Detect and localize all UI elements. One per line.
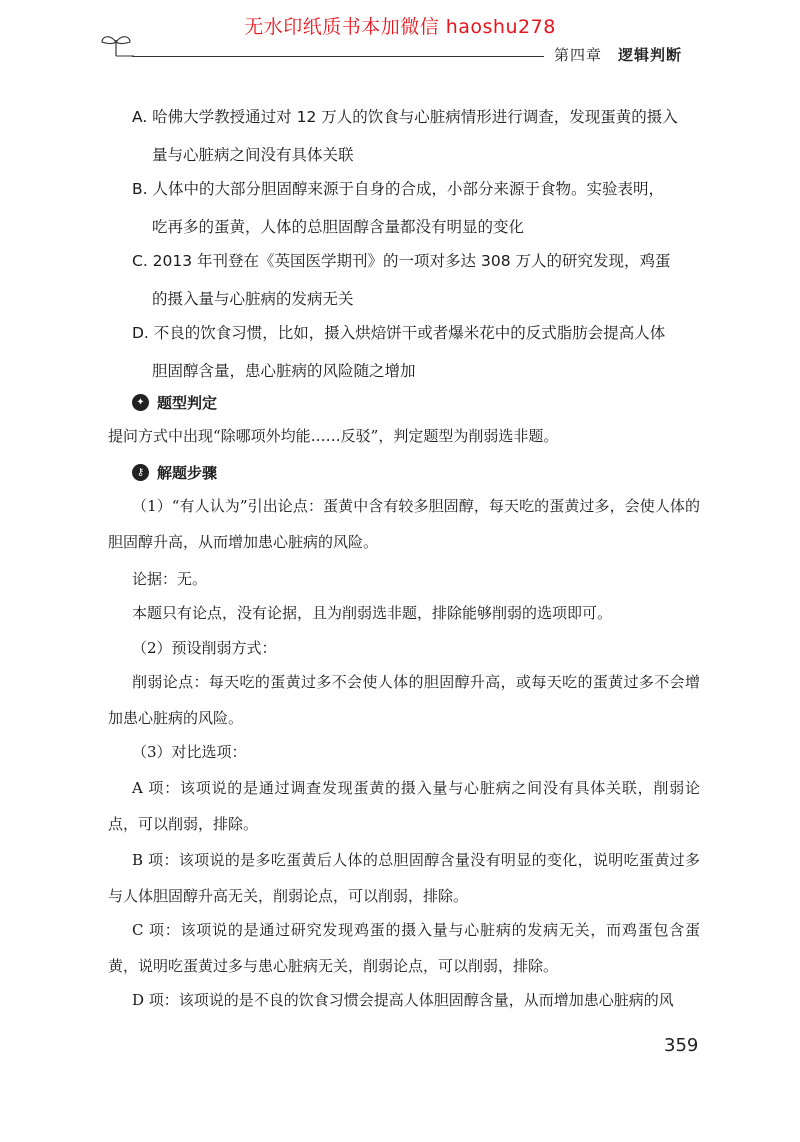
option-line: B. 人体中的大部分胆固醇来源于自身的合成，小部分来源于食物。实验表明， xyxy=(132,180,664,198)
option-line: C. 2013 年刊登在《英国医学期刊》的一项对多达 308 万人的研究发现，鸡蛋 xyxy=(132,252,671,270)
section-title: 题型判定 xyxy=(157,394,218,412)
header-rule xyxy=(132,56,544,57)
chapter-number: 第四章 xyxy=(554,46,603,64)
sprout-icon xyxy=(98,32,134,58)
page-number: 359 xyxy=(664,1035,699,1056)
chapter-heading xyxy=(554,44,682,65)
paragraph: 提问方式中出现“除哪项外均能……反驳”，判定题型为削弱选非题。 xyxy=(108,427,559,445)
paragraph: A 项：该项说的是通过调查发现蛋黄的摄入量与心脏病之间没有具体关联，削弱论点，可以削弱，排除。 xyxy=(108,779,700,833)
paragraph: 削弱论点：每天吃的蛋黄过多不会使人体的胆固醇升高，或每天吃的蛋黄过多不会增加患心脏病的风险。 xyxy=(108,673,700,727)
paragraph: D 项：该项说的是不良的饮食习惯会提高人体胆固醇含量，从而增加患心脏病的风 xyxy=(132,991,674,1009)
paragraph: B 项：该项说的是多吃蛋黄后人体的总胆固醇含量没有明显的变化，说明吃蛋黄过多与人体胆固醇升高无关，削弱论点，可以削弱，排除。 xyxy=(108,851,700,905)
lightbulb-icon: ✦ xyxy=(132,394,149,411)
chapter-title: 逻辑判断 xyxy=(618,46,683,64)
option-d xyxy=(132,314,702,390)
option-line: 胆固醇含量，患心脏病的风险随之增加 xyxy=(152,362,416,380)
watermark-text: 无水印纸质书本加微信 haoshu278 xyxy=(244,16,556,38)
option-line: A. 哈佛大学教授通过对 12 万人的饮食与心脏病情形进行调查，发现蛋黄的摄入 xyxy=(132,108,678,126)
option-line: D. 不良的饮食习惯，比如，摄入烘焙饼干或者爆米花中的反式脂肪会提高人体 xyxy=(132,324,666,342)
option-line: 的摄入量与心脏病的发病无关 xyxy=(152,290,354,308)
option-line: 吃再多的蛋黄，人体的总胆固醇含量都没有明显的变化 xyxy=(152,218,525,236)
section-title: 解题步骤 xyxy=(157,464,218,482)
paragraph: C 项：该项说的是通过研究发现鸡蛋的摄入量与心脏病的发病无关，而鸡蛋包含蛋黄，说明吃蛋黄过多与患心脏病无关，削弱论点，可以削弱，排除。 xyxy=(108,921,700,975)
option-a xyxy=(132,98,702,174)
option-line: 量与心脏病之间没有具体关联 xyxy=(152,146,354,164)
section-heading xyxy=(132,462,217,483)
paragraph: 本题只有论点，没有论据，且为削弱选非题，排除能够削弱的选项即可。 xyxy=(132,604,613,622)
key-icon: ⚷ xyxy=(132,464,149,481)
paragraph: 论据：无。 xyxy=(132,570,208,588)
option-c xyxy=(132,242,702,318)
paragraph: （1）“有人认为”引出论点：蛋黄中含有较多胆固醇，每天吃的蛋黄过多，会使人体的胆固醇升高，从而增加患心脏病的风险。 xyxy=(108,497,700,551)
option-b xyxy=(132,170,702,246)
paragraph: （3）对比选项： xyxy=(132,743,247,761)
section-heading xyxy=(132,392,217,413)
paragraph: （2）预设削弱方式： xyxy=(132,639,277,657)
